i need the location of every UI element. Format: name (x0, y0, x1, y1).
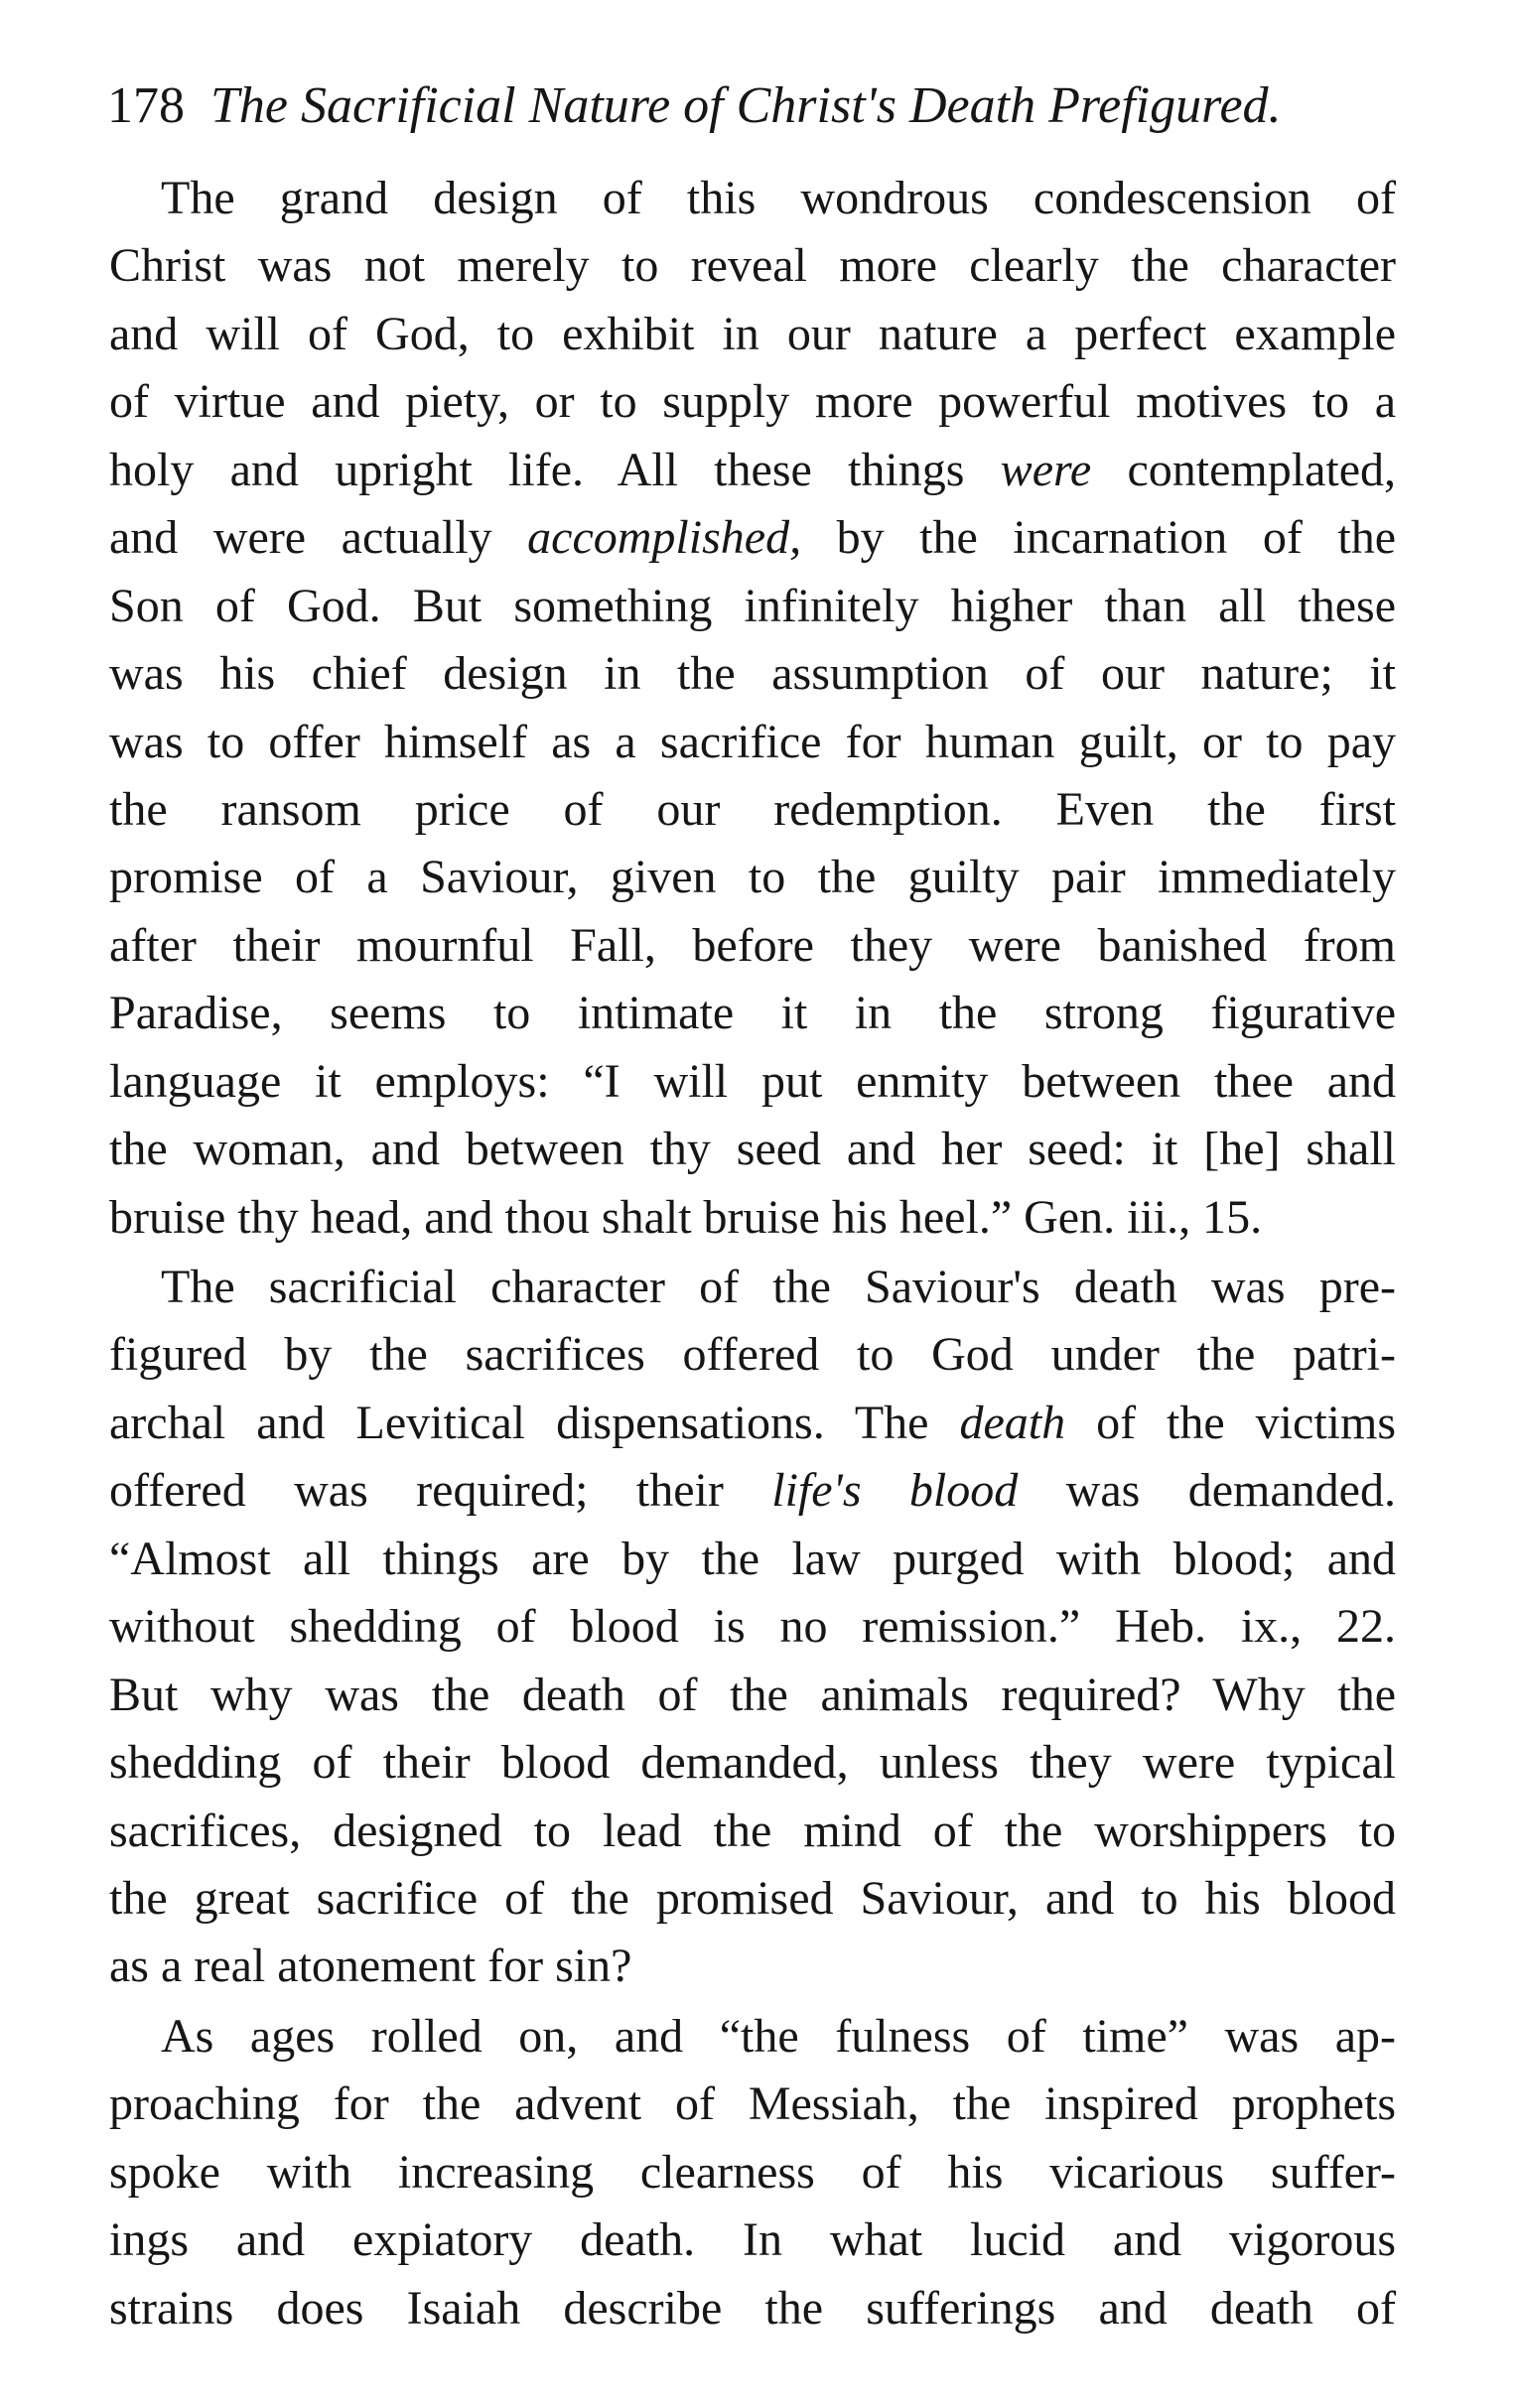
text-segment: and were actually (109, 511, 528, 565)
paragraph-first-line: The sacrificial character of the Saviour's death was pre- (161, 1261, 1396, 1313)
text-line: as a real atonement for sin? (109, 1940, 632, 1993)
text-line: Paradise, seems to intimate it in the strong figurative (109, 987, 1396, 1040)
paragraph-first-line: The grand design of this wondrous condescension of (161, 172, 1396, 224)
italic-emphasis: accomplished, (527, 511, 802, 565)
text-line: and will of God, to exhibit in our nature a perfect example (109, 307, 1396, 360)
text-line: shedding of their blood demanded, unless they were typical (109, 1736, 1396, 1790)
text-line: of virtue and piety, or to supply more powerful motives to a (109, 375, 1396, 429)
text-line: was to offer himself as a sacrifice for human guilt, or to pay (109, 715, 1396, 768)
text-line: Christ was not merely to reveal more clearly the character (109, 239, 1396, 293)
text-line: language it employs: “I will put enmity between thee and (109, 1054, 1396, 1108)
text-segment: holy and upright life. All these things (109, 443, 1001, 496)
text-line (109, 504, 1396, 572)
text-line: the great sacrifice of the promised Saviour, and to his blood (109, 1871, 1396, 1925)
page-number: 178 (107, 77, 185, 134)
text-line: sacrifices, designed to lead the mind of the worshippers to (109, 1804, 1396, 1857)
text-line: proaching for the advent of Messiah, the inspired prophets (109, 2077, 1396, 2131)
text-line (109, 1390, 1396, 1457)
text-segment: offered was required; their (109, 1464, 772, 1518)
text-line: was his chief design in the assumption of our nature; it (109, 647, 1396, 701)
page-header (107, 62, 1418, 151)
text-line: “Almost all things are by the law purged with blood; and (109, 1532, 1396, 1585)
text-line (109, 437, 1396, 504)
text-line: ings and expiatory death. In what lucid and vigorous (109, 2213, 1396, 2267)
text-line: bruise thy head, and thou shalt bruise his heel.” Gen. iii., 15. (109, 1190, 1263, 1244)
text-line: promise of a Saviour, given to the guilty pair immediately (109, 851, 1396, 904)
text-line: figured by the sacrifices offered to God under the patri- (109, 1328, 1396, 1382)
italic-emphasis: life's blood (771, 1464, 1019, 1518)
text-line: spoke with increasing clearness of his vicarious suffer- (109, 2145, 1396, 2199)
text-line: But why was the death of the animals required? Why the (109, 1668, 1396, 1721)
italic-emphasis: death (959, 1396, 1066, 1449)
text-segment: by the incarnation of the (801, 511, 1396, 565)
text-line: the ransom price of our redemption. Even the first (109, 782, 1396, 836)
text-line (109, 1457, 1396, 1525)
text-segment: was demanded. (1018, 1464, 1396, 1518)
text-line: Son of God. But something infinitely higher than all these (109, 579, 1396, 632)
text-line: the woman, and between thy seed and her seed: it [he] shall (109, 1123, 1396, 1176)
italic-emphasis: were (1000, 443, 1092, 496)
text-segment: contemplated, (1091, 443, 1396, 496)
body-text (109, 165, 1396, 2342)
text-segment: archal and Levitical dispensations. The (109, 1396, 960, 1449)
text-line: after their mournful Fall, before they were banished from (109, 918, 1396, 972)
paragraph-first-line: As ages rolled on, and “the fulness of time” was ap- (161, 2009, 1396, 2063)
running-title: The Sacrificial Nature of Christ's Death Prefigured. (210, 77, 1282, 134)
text-segment: of the victims (1065, 1396, 1396, 1449)
text-line: strains does Isaiah describe the sufferings and death of (109, 2281, 1396, 2335)
text-line: without shedding of blood is no remission.” Heb. ix., 22. (109, 1600, 1396, 1654)
